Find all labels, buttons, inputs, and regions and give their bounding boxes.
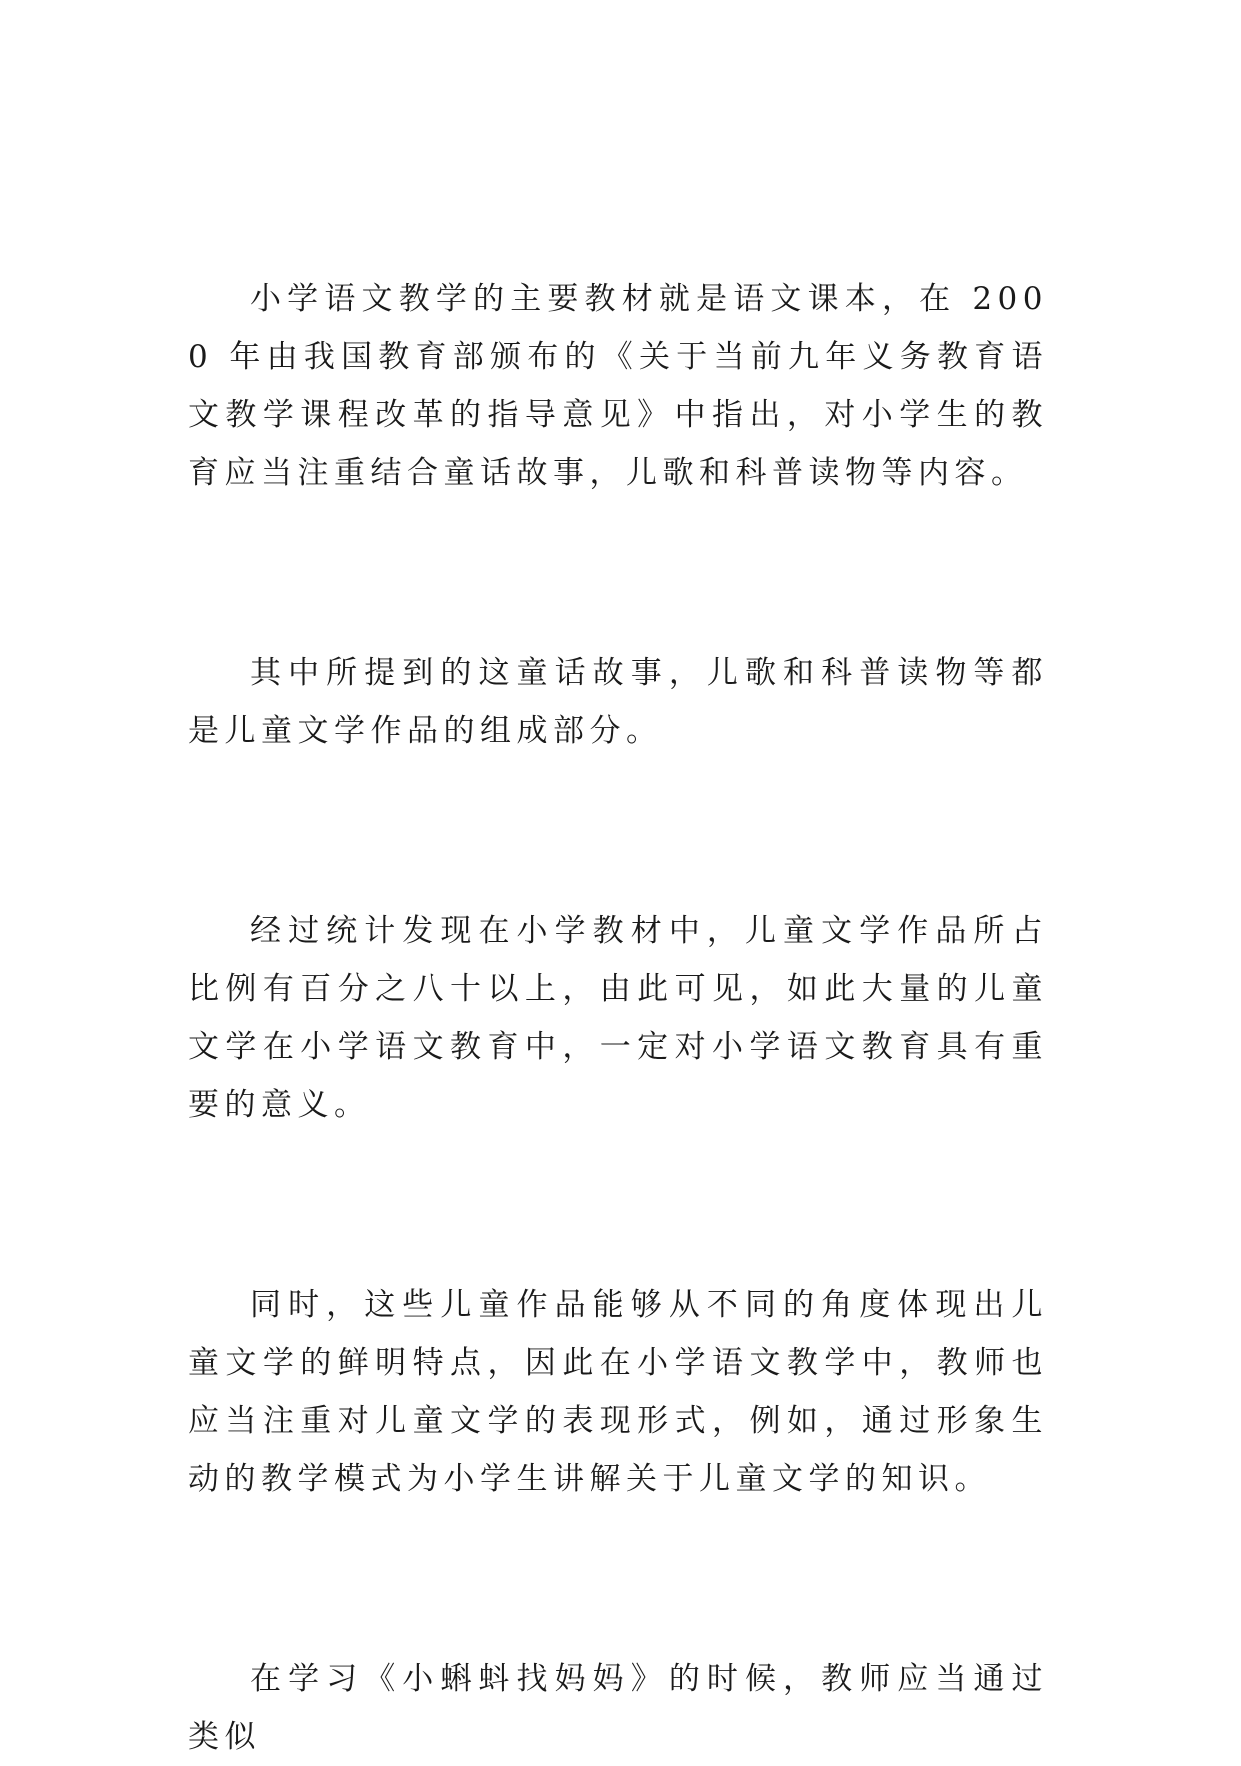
paragraph-5: 在学习《小蝌蚪找妈妈》的时候，教师应当通过类似 — [188, 1661, 1048, 1755]
paragraph-2: 其中所提到的这童话故事，儿歌和科普读物等都是儿童文学作品的组成部分。 — [188, 655, 1048, 749]
paragraph-4: 同时，这些儿童作品能够从不同的角度体现出儿童文学的鲜明特点，因此在小学语文教学中，教师也应当注重对儿童文学的表现形式，例如，通过形象生动的教学模式为小学生讲解关于儿童文学的知识。 — [188, 1287, 1048, 1497]
paragraph-1: 小学语文教学的主要教材就是语文课本，在 2000 年由我国教育部颁布的《关于当前九年义务教育语文教学课程改革的指导意见》中指出，对小学生的教育应当注重结合童话故事，儿歌和科普读物等内容。 — [188, 281, 1048, 491]
paragraph-3: 经过统计发现在小学教材中，儿童文学作品所占比例有百分之八十以上，由此可见，如此大量的儿童文学在小学语文教育中，一定对小学语文教育具有重要的意义。 — [188, 913, 1048, 1123]
document-body — [188, 270, 1048, 1766]
